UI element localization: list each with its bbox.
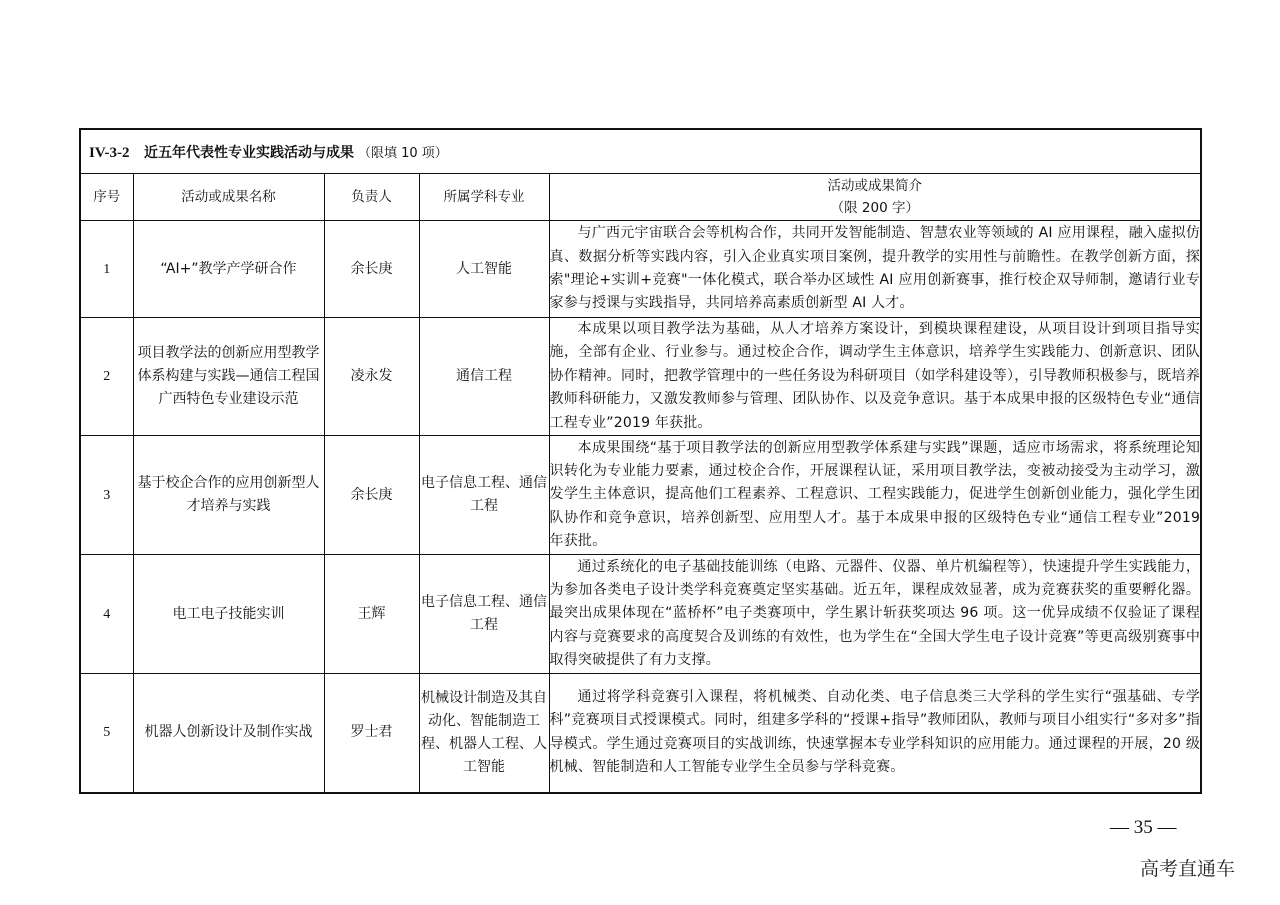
row-number: 2 [80, 318, 133, 436]
row-activity-name: 项目教学法的创新应用型教学体系构建与实践—通信工程国广西特色专业建设示范 [133, 318, 324, 436]
row-number: 1 [80, 221, 133, 318]
row-major: 通信工程 [419, 318, 549, 436]
row-summary: 本成果以项目教学法为基础，从人才培养方案设计，到模块课程建设，从项目设计到项目指导实施，全部有企业、行业参与。通过校企合作，调动学生主体意识，培养学生实践能力、创新意识、团队协作精神。同时，把教学管理中的一些任务设为科研项目（如学科建设等），引导教师积极参与，既培养教师科研能力，又激发教师参与管理、团队协作、以及竞争意识。基于本成果申报的区级特色专业“通信工程专业”2019 年获批。 [549, 318, 1201, 436]
row-summary: 通过将学科竞赛引入课程，将机械类、自动化类、电子信息类三大学科的学生实行“强基础、专学科”竞赛项目式授课模式。同时，组建多学科的“授课+指导”教师团队，教师与项目小组实行“多对多”指导模式。学生通过竞赛项目的实战训练，快速掌握本专业学科知识的应用能力。通过课程的开展，20 级机械、智能制造和人工智能专业学生全员参与学科竞赛。 [549, 674, 1201, 793]
table-row [80, 318, 1201, 436]
header-leader: 负责人 [324, 174, 419, 221]
page-number: — 35 — [1110, 817, 1177, 838]
table-row [80, 674, 1201, 793]
row-major: 电子信息工程、通信工程 [419, 555, 549, 674]
header-row [80, 174, 1201, 221]
header-no: 序号 [80, 174, 133, 221]
table-row [80, 436, 1201, 555]
row-leader: 余长庚 [324, 436, 419, 555]
section-note: （限填 10 项） [358, 145, 448, 161]
row-major: 机械设计制造及其自动化、智能制造工程、机器人工程、人工智能 [419, 674, 549, 793]
row-activity-name: “AI+”教学产学研合作 [133, 221, 324, 318]
row-major: 人工智能 [419, 221, 549, 318]
row-summary: 与广西元宇宙联合会等机构合作，共同开发智能制造、智慧农业等领域的 AI 应用课程，融入虚拟仿真、数据分析等实践内容，引入企业真实项目案例，提升教学的实用性与前瞻性。在教学创新方面，探索"理论+实训+竞赛"一体化模式，联合举办区域性 AI 应用创新赛事，推行校企双导师制，邀请行业专家参与授课与实践指导，共同培养高素质创新型 AI 人才。 [549, 221, 1201, 318]
row-summary: 通过系统化的电子基础技能训练（电路、元器件、仪器、单片机编程等），快速提升学生实践能力，为参加各类电子设计类学科竞赛奠定坚实基础。近五年，课程成效显著，成为竞赛获奖的重要孵化器。最突出成果体现在“蓝桥杯”电子类赛项中，学生累计斩获奖项达 96 项。这一优异成绩不仅验证了课程内容与竞赛要求的高度契合及训练的有效性，也为学生在“全国大学生电子设计竞赛”等更高级别赛事中取得突破提供了有力支撑。 [549, 555, 1201, 674]
header-major: 所属学科专业 [419, 174, 549, 221]
header-name: 活动或成果名称 [133, 174, 324, 221]
row-number: 4 [80, 555, 133, 674]
practice-activities-table [79, 128, 1202, 794]
row-activity-name: 机器人创新设计及制作实战 [133, 674, 324, 793]
row-leader: 余长庚 [324, 221, 419, 318]
row-leader: 凌永发 [324, 318, 419, 436]
row-summary: 本成果围绕“基于项目教学法的创新应用型教学体系建与实践”课题，适应市场需求，将系统理论知识转化为专业能力要素，通过校企合作，开展课程认证，采用项目教学法，变被动接受为主动学习，激发学生主体意识，提高他们工程素养、工程意识、工程实践能力，促进学生创新创业能力，强化学生团队协作和竞争意识，培养创新型、应用型人才。基于本成果申报的区级特色专业“通信工程专业”2019 年获批。 [549, 436, 1201, 555]
section-title: 近五年代表性专业实践活动与成果 [144, 144, 354, 161]
row-leader: 罗士君 [324, 674, 419, 793]
table-row [80, 221, 1201, 318]
row-activity-name: 基于校企合作的应用创新型人才培养与实践 [133, 436, 324, 555]
section-code: IV-3-2 [89, 144, 130, 161]
table-row [80, 555, 1201, 674]
row-major: 电子信息工程、通信工程 [419, 436, 549, 555]
row-number: 5 [80, 674, 133, 793]
watermark-text: 高考直通车 [1140, 858, 1236, 880]
header-summary [549, 174, 1201, 221]
section-title-cell [80, 129, 1201, 174]
row-number: 3 [80, 436, 133, 555]
header-summary-line2: （限 200 字） [830, 200, 919, 216]
header-summary-line1: 活动或成果简介 [827, 178, 923, 194]
section-title-row [80, 129, 1201, 174]
row-leader: 王辉 [324, 555, 419, 674]
row-activity-name: 电工电子技能实训 [133, 555, 324, 674]
